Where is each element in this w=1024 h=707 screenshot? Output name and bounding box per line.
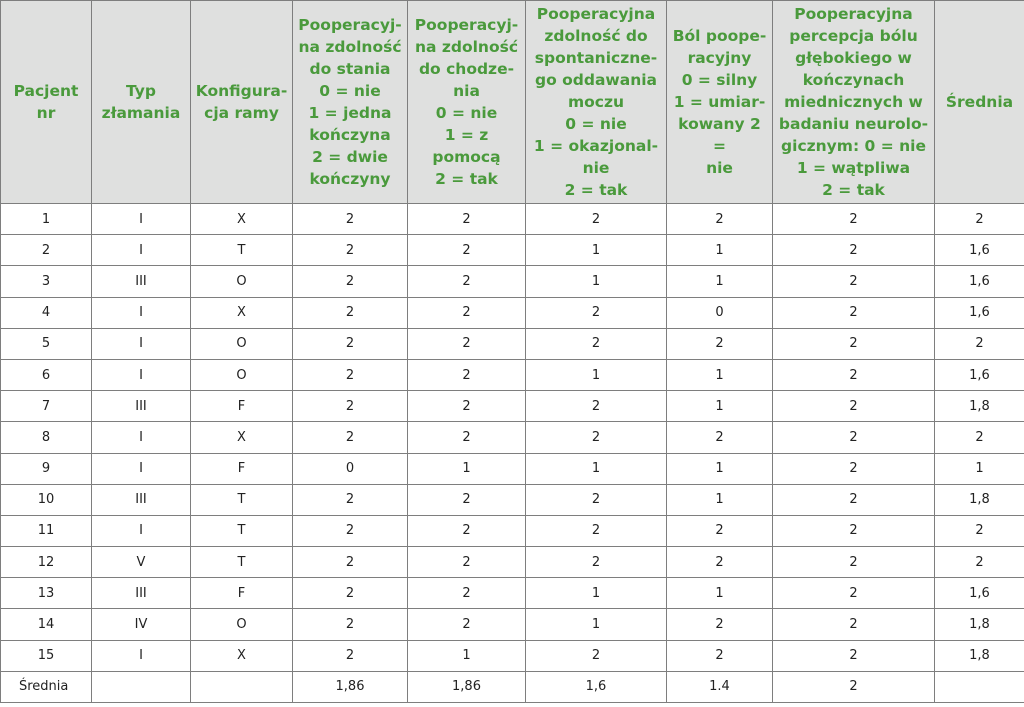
- table-cell: 2: [408, 235, 526, 266]
- table-cell: 2: [667, 547, 773, 578]
- table-cell: T: [191, 547, 293, 578]
- header-standing-ability: Pooperacyj- na zdolność do stania 0 = nie 1 = jedna kończyna 2 = dwie kończyny: [293, 1, 408, 204]
- table-cell: 2: [408, 422, 526, 453]
- table-cell: 2: [773, 515, 935, 546]
- table-cell: 2: [773, 578, 935, 609]
- table-cell: 2: [293, 515, 408, 546]
- header-frame-configuration: Konfigura- cja ramy: [191, 1, 293, 204]
- average-cell: [191, 671, 293, 702]
- average-row-label: Średnia: [1, 671, 92, 702]
- table-cell: 1: [526, 359, 667, 390]
- header-fracture-type: Typ złamania: [92, 1, 191, 204]
- table-cell: 2: [408, 484, 526, 515]
- table-cell: 2: [667, 640, 773, 671]
- table-cell: I: [92, 297, 191, 328]
- table-cell: 2: [773, 204, 935, 235]
- table-row: [1, 297, 1024, 328]
- table-cell: 1: [408, 453, 526, 484]
- table-cell: I: [92, 515, 191, 546]
- table-cell: 2: [293, 547, 408, 578]
- table-cell: 12: [1, 547, 92, 578]
- table-cell: 1: [667, 578, 773, 609]
- table-cell: 2: [408, 578, 526, 609]
- table-cell: I: [92, 235, 191, 266]
- table-cell: 2: [667, 609, 773, 640]
- table-cell: 2: [293, 266, 408, 297]
- table-cell: 2: [935, 547, 1024, 578]
- table-cell: 4: [1, 297, 92, 328]
- table-cell: 5: [1, 328, 92, 359]
- table-cell: 0: [293, 453, 408, 484]
- table-cell: 1,6: [935, 266, 1024, 297]
- table-cell: I: [92, 328, 191, 359]
- table-cell: 2: [408, 266, 526, 297]
- table-cell: 1,6: [935, 235, 1024, 266]
- table-cell: 2: [526, 297, 667, 328]
- header-patient-nr: Pacjent nr: [1, 1, 92, 204]
- average-cell: [92, 671, 191, 702]
- table-cell: 2: [408, 391, 526, 422]
- table-cell: F: [191, 391, 293, 422]
- average-cell: 1.4: [667, 671, 773, 702]
- table-cell: 2: [667, 204, 773, 235]
- table-row: [1, 235, 1024, 266]
- table-cell: 2: [667, 328, 773, 359]
- table-body: [1, 204, 1024, 703]
- average-cell: 1,86: [293, 671, 408, 702]
- table-cell: IV: [92, 609, 191, 640]
- table-row: [1, 204, 1024, 235]
- table-cell: 2: [293, 297, 408, 328]
- table-row: [1, 453, 1024, 484]
- table-cell: 2: [293, 609, 408, 640]
- table-header: [1, 1, 1024, 204]
- header-deep-pain-perception: Pooperacyjna percepcja bólu głębokiego w kończynach miednicznych w badaniu neurolo- gicznym: 0 = nie 1 = wątpliwa 2 = tak: [773, 1, 935, 204]
- table-cell: 2: [408, 297, 526, 328]
- table-cell: 2: [773, 453, 935, 484]
- table-cell: I: [92, 422, 191, 453]
- table-cell: 2: [526, 515, 667, 546]
- table-cell: 2: [526, 328, 667, 359]
- table-cell: T: [191, 484, 293, 515]
- table-cell: 2: [773, 484, 935, 515]
- table-cell: 2: [773, 609, 935, 640]
- table-cell: X: [191, 204, 293, 235]
- table-cell: 1,8: [935, 391, 1024, 422]
- table-cell: 2: [408, 328, 526, 359]
- table-cell: X: [191, 422, 293, 453]
- table-cell: I: [92, 640, 191, 671]
- table-cell: 2: [293, 235, 408, 266]
- average-row: [1, 671, 1024, 702]
- table-cell: 2: [773, 422, 935, 453]
- table-cell: 2: [408, 515, 526, 546]
- header-average: Średnia: [935, 1, 1024, 204]
- table-row: [1, 266, 1024, 297]
- table-cell: 1,6: [935, 578, 1024, 609]
- table-cell: 1: [1, 204, 92, 235]
- table-row: [1, 547, 1024, 578]
- table-cell: 2: [293, 391, 408, 422]
- table-cell: 9: [1, 453, 92, 484]
- table-cell: 15: [1, 640, 92, 671]
- table-cell: 14: [1, 609, 92, 640]
- table-cell: X: [191, 640, 293, 671]
- table-cell: T: [191, 235, 293, 266]
- table-cell: 1: [408, 640, 526, 671]
- table-cell: 2: [526, 422, 667, 453]
- table-cell: 1,8: [935, 609, 1024, 640]
- table-cell: 1: [526, 609, 667, 640]
- table-cell: 2: [293, 578, 408, 609]
- table-cell: X: [191, 297, 293, 328]
- table-cell: 2: [293, 640, 408, 671]
- header-urination-ability: Pooperacyjna zdolność do spontaniczne- go oddawania moczu 0 = nie 1 = okazjonal- nie 2 = tak: [526, 1, 667, 204]
- table-row: [1, 578, 1024, 609]
- table-cell: 2: [773, 235, 935, 266]
- table-cell: 1,6: [935, 359, 1024, 390]
- table-cell: III: [92, 391, 191, 422]
- table-cell: 10: [1, 484, 92, 515]
- table-cell: 1: [667, 266, 773, 297]
- table-cell: 2: [526, 391, 667, 422]
- table-cell: O: [191, 266, 293, 297]
- table-cell: 13: [1, 578, 92, 609]
- table-cell: 2: [935, 515, 1024, 546]
- table-cell: I: [92, 359, 191, 390]
- table-row: [1, 515, 1024, 546]
- table-cell: 2: [935, 422, 1024, 453]
- table-row: [1, 422, 1024, 453]
- table-cell: 2: [293, 422, 408, 453]
- table-cell: 1: [667, 453, 773, 484]
- table-cell: 2: [667, 422, 773, 453]
- table-cell: 2: [526, 640, 667, 671]
- table-cell: 1,8: [935, 484, 1024, 515]
- table-cell: 1: [667, 359, 773, 390]
- average-cell: 2: [773, 671, 935, 702]
- table-cell: 6: [1, 359, 92, 390]
- table-cell: 2: [526, 204, 667, 235]
- table-cell: III: [92, 266, 191, 297]
- average-cell: 1,6: [526, 671, 667, 702]
- table-cell: 1: [526, 266, 667, 297]
- header-postoperative-pain: Ból poope- racyjny 0 = silny 1 = umiar- kowany 2 = nie: [667, 1, 773, 204]
- table-cell: O: [191, 609, 293, 640]
- table-cell: 2: [526, 484, 667, 515]
- table-cell: 2: [408, 547, 526, 578]
- table-cell: 2: [526, 547, 667, 578]
- table-row: [1, 328, 1024, 359]
- table-cell: III: [92, 578, 191, 609]
- table-cell: 1: [667, 235, 773, 266]
- table-cell: 2: [773, 391, 935, 422]
- table-cell: O: [191, 328, 293, 359]
- table-cell: 8: [1, 422, 92, 453]
- table-cell: 2: [667, 515, 773, 546]
- table-cell: 2: [1, 235, 92, 266]
- table-cell: V: [92, 547, 191, 578]
- table-cell: 2: [408, 609, 526, 640]
- table-cell: 1: [526, 578, 667, 609]
- table-cell: 2: [293, 484, 408, 515]
- table-cell: 11: [1, 515, 92, 546]
- table-cell: O: [191, 359, 293, 390]
- table-cell: 2: [773, 266, 935, 297]
- table-cell: 0: [667, 297, 773, 328]
- table-cell: 2: [293, 359, 408, 390]
- table-cell: 2: [408, 204, 526, 235]
- table-row: [1, 391, 1024, 422]
- table-row: [1, 359, 1024, 390]
- table-cell: I: [92, 204, 191, 235]
- table-cell: 1: [667, 484, 773, 515]
- table-cell: 1: [526, 235, 667, 266]
- table-cell: F: [191, 578, 293, 609]
- table-cell: F: [191, 453, 293, 484]
- table-cell: 2: [773, 328, 935, 359]
- header-row: [1, 1, 1024, 204]
- table-cell: 2: [773, 547, 935, 578]
- table-cell: 2: [773, 297, 935, 328]
- table-cell: 1: [667, 391, 773, 422]
- table-cell: III: [92, 484, 191, 515]
- table-cell: 1: [526, 453, 667, 484]
- table-cell: 1: [935, 453, 1024, 484]
- average-cell: 1,86: [408, 671, 526, 702]
- table-cell: 2: [773, 359, 935, 390]
- table-cell: 2: [935, 204, 1024, 235]
- average-cell: [935, 671, 1024, 702]
- table-cell: 2: [935, 328, 1024, 359]
- table-row: [1, 640, 1024, 671]
- table-cell: 3: [1, 266, 92, 297]
- table-row: [1, 484, 1024, 515]
- table-cell: 2: [293, 204, 408, 235]
- table-cell: 2: [408, 359, 526, 390]
- table-cell: 2: [293, 328, 408, 359]
- table-cell: I: [92, 453, 191, 484]
- header-walking-ability: Pooperacyj- na zdolność do chodze- nia 0 = nie 1 = z pomocą 2 = tak: [408, 1, 526, 204]
- table-row: [1, 609, 1024, 640]
- table-cell: T: [191, 515, 293, 546]
- table-cell: 2: [773, 640, 935, 671]
- table-cell: 1,8: [935, 640, 1024, 671]
- table-cell: 7: [1, 391, 92, 422]
- table-cell: 1,6: [935, 297, 1024, 328]
